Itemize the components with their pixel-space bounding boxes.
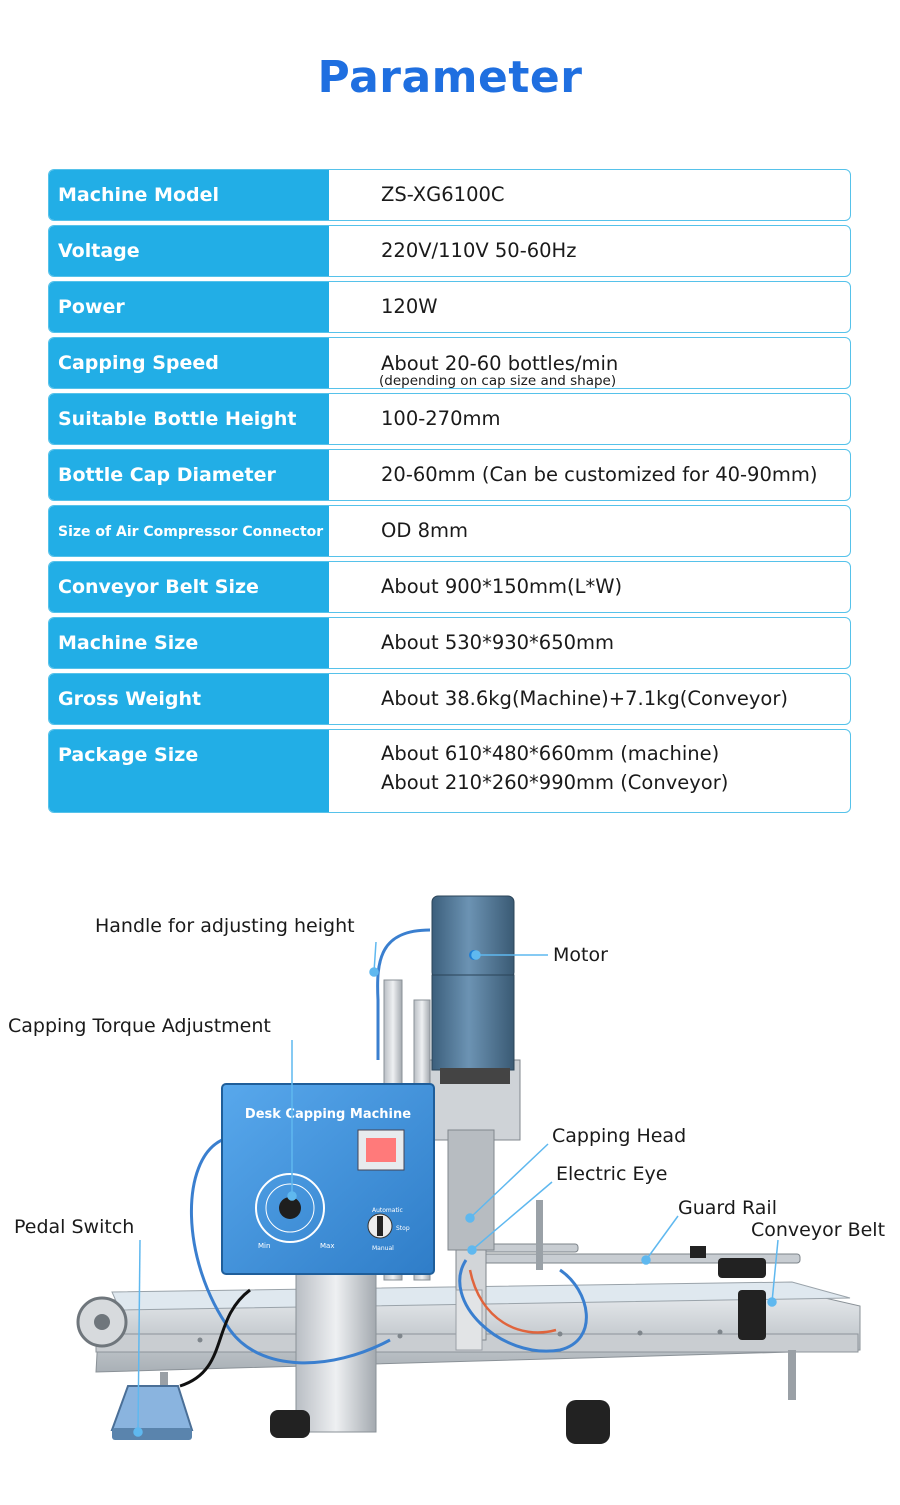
- spec-row-capping-speed: [48, 337, 851, 389]
- spec-row-power: [48, 281, 851, 333]
- spec-label: Conveyor Belt Size: [49, 562, 329, 612]
- callout-capping-head: Capping Head: [552, 1125, 687, 1147]
- spec-row-bottle-height: [48, 393, 851, 445]
- spec-value: ZS-XG6100C: [381, 183, 505, 206]
- spec-value: 120W: [381, 295, 438, 318]
- spec-label: Package Size: [49, 730, 329, 812]
- spec-label: Machine Model: [49, 170, 329, 220]
- callout-torque: Capping Torque Adjustment: [8, 1015, 271, 1037]
- mode-manual-label: Manual: [372, 1245, 394, 1252]
- spec-value: [381, 352, 846, 387]
- spec-label: Bottle Cap Diameter: [49, 450, 329, 500]
- capping-machine-illustration: [0, 880, 900, 1480]
- dial-max-label: Max: [320, 1242, 335, 1250]
- spec-value: About 900*150mm(L*W): [381, 575, 623, 598]
- callout-handle: Handle for adjusting height: [95, 915, 355, 937]
- spec-value: [381, 739, 846, 797]
- mode-auto-label: Automatic: [372, 1207, 403, 1214]
- spec-row-cap-diameter: [48, 449, 851, 501]
- spec-label: Size of Air Compressor Connector: [49, 506, 329, 556]
- callout-guard-rail: Guard Rail: [678, 1197, 777, 1219]
- spec-value: About 38.6kg(Machine)+7.1kg(Conveyor): [381, 687, 788, 710]
- spec-value: 100-270mm: [381, 407, 501, 430]
- spec-row-machine-model: [48, 169, 851, 221]
- spec-row-air-connector: [48, 505, 851, 557]
- spec-value-line-1: About 610*480*660mm (machine): [381, 742, 720, 765]
- spec-value-note: (depending on cap size and shape): [379, 373, 617, 389]
- spec-row-machine-size: [48, 617, 851, 669]
- spec-label: Power: [49, 282, 329, 332]
- spec-row-belt-size: [48, 561, 851, 613]
- spec-label: Suitable Bottle Height: [49, 394, 329, 444]
- callout-electric-eye: Electric Eye: [556, 1163, 668, 1185]
- dial-min-label: Min: [258, 1242, 271, 1250]
- spec-row-package-size: [48, 729, 851, 813]
- spec-value: OD 8mm: [381, 519, 468, 542]
- spec-value: 20-60mm (Can be customized for 40-90mm): [381, 463, 818, 486]
- page-title: Parameter: [317, 52, 583, 103]
- callout-pedal-switch: Pedal Switch: [14, 1216, 135, 1238]
- mode-stop-label: Stop: [396, 1225, 410, 1232]
- spec-label: Machine Size: [49, 618, 329, 668]
- spec-label: Gross Weight: [49, 674, 329, 724]
- panel-title: Desk Capping Machine: [244, 1107, 412, 1122]
- spec-label: Capping Speed: [49, 338, 329, 388]
- callout-motor: Motor: [553, 944, 608, 966]
- spec-row-voltage: [48, 225, 851, 277]
- motor: [432, 896, 514, 1084]
- callout-conveyor-belt: Conveyor Belt: [751, 1219, 886, 1241]
- control-panel: [222, 1084, 434, 1274]
- spec-label: Voltage: [49, 226, 329, 276]
- spec-row-gross-weight: [48, 673, 851, 725]
- spec-value: About 530*930*650mm: [381, 631, 615, 654]
- spec-value: 220V/110V 50-60Hz: [381, 239, 577, 262]
- spec-value-main: About 20-60 bottles/min: [381, 352, 619, 375]
- spec-value-line-2: About 210*260*990mm (Conveyor): [381, 771, 729, 794]
